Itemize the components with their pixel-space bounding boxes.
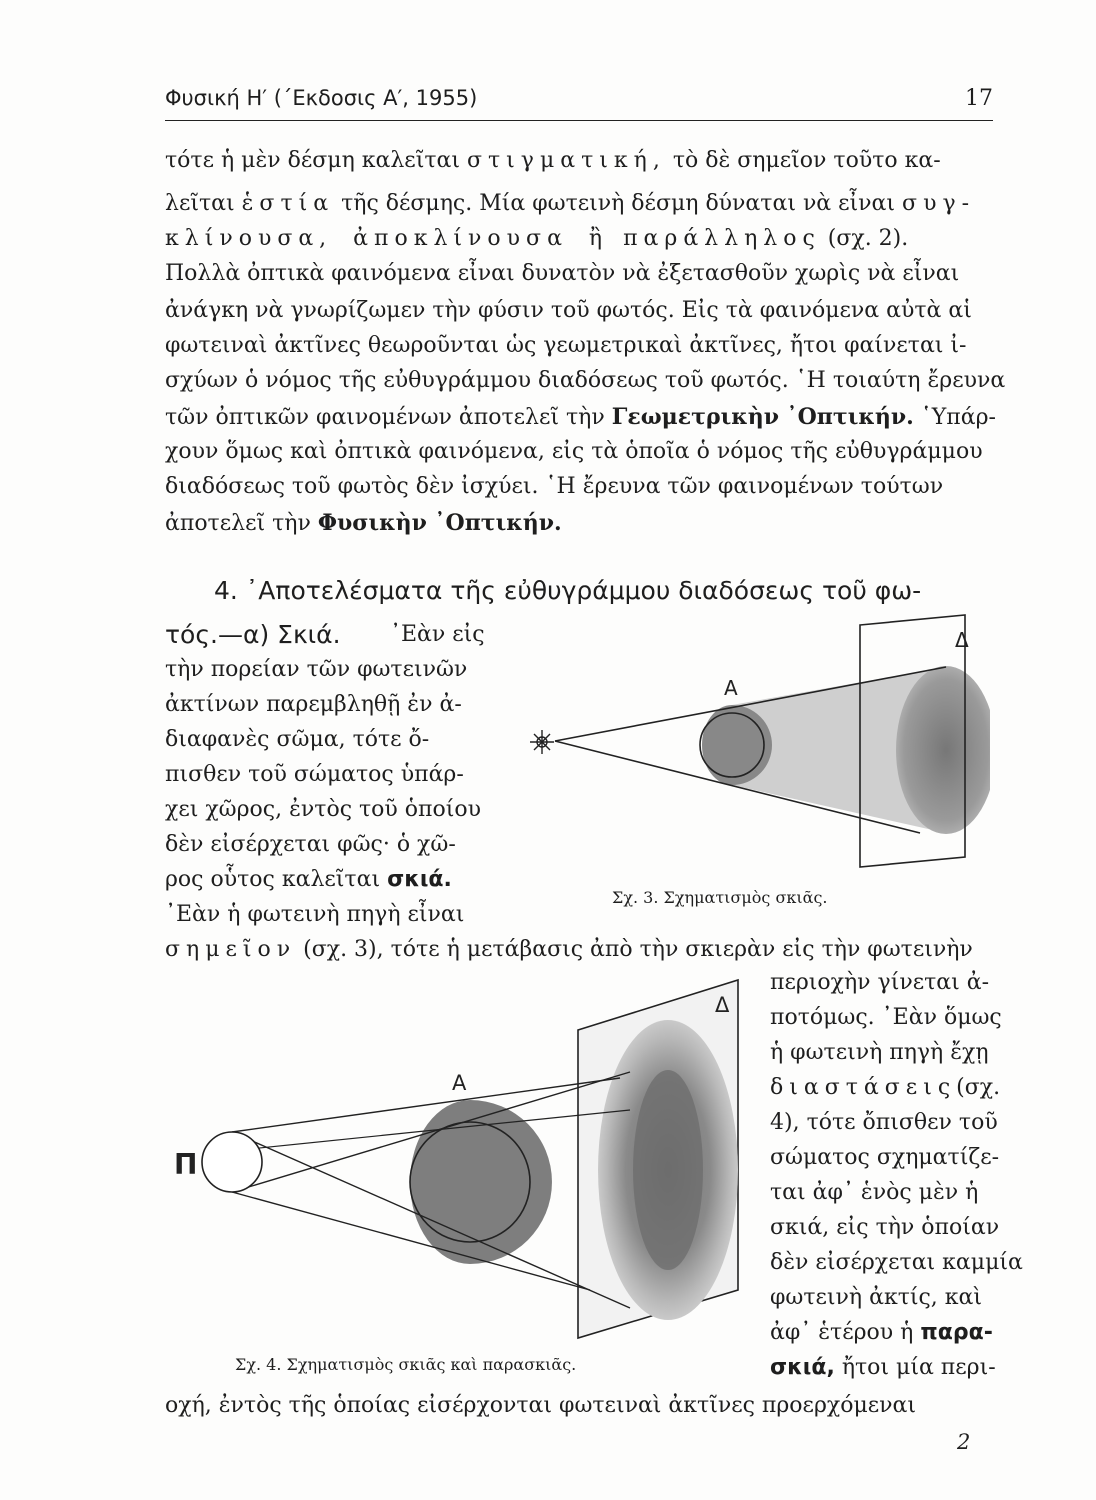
text-line: φωτειναὶ ἀκτῖνες θεωροῦνται ὡς γεωμετρικαὶ ἀκτῖνες, ἤτοι φαίνεται ἰ- [165, 333, 967, 358]
text-line: σημεῖον (σχ. 3), τότε ἡ μετάβασις ἀπὸ τὴν σκιερὰν εἰς τὴν φωτεινὴν [165, 937, 973, 962]
text-line: ἀκτίνων παρεμβληθῇ ἐν ἀ- [165, 692, 462, 717]
running-header [165, 86, 993, 121]
text-line: σώματος σχηματίζε- [770, 1145, 1000, 1170]
section-heading: 4. ᾿Αποτελέσματα τῆς εὐθυγράμμου διαδόσεως τοῦ φω- [214, 576, 922, 605]
text-line: ποτόμως. ᾿Εὰν ὅμως [770, 1005, 1002, 1030]
umbra-on-screen [633, 1070, 703, 1270]
point-source-icon [530, 730, 554, 754]
text-line: τὴν πορείαν τῶν φωτεινῶν [165, 657, 468, 682]
text-line: ται ἀφ᾿ ἑνὸς μὲν ἡ [770, 1180, 979, 1205]
text-line: ἀνάγκη νὰ γνωρίζωμεν τὴν φύσιν τοῦ φωτός. Εἰς τὰ φαινόμενα αὐτὰ αἱ [165, 298, 972, 323]
text-line: τῶν ὀπτικῶν φαινομένων ἀποτελεῖ τὴν Γεωμετρικὴν ᾿Οπτικήν. ῾Υπάρ- [165, 404, 996, 430]
text-line: 4), τότε ὄπισθεν τοῦ [770, 1110, 998, 1135]
text-line: ἀποτελεῖ τὴν Φυσικὴν ᾿Οπτικήν. [165, 510, 562, 536]
extended-source [202, 1132, 262, 1192]
caption-figure-3: Σχ. 3. Σχηματισμὸς σκιᾶς. [612, 888, 828, 907]
text-line: Πολλὰ ὀπτικὰ φαινόμενα εἶναι δυνατὸν νὰ ἐξετασθοῦν χωρὶς νὰ εἶναι [165, 261, 960, 286]
text-line: ἀφ᾿ ἑτέρου ἡ παρα- [770, 1320, 993, 1345]
section-heading-cont: τός.—α) Σκιά. [165, 620, 341, 649]
text-line: ᾿Εὰν εἰς [390, 622, 485, 647]
text-line: φωτεινὴ ἀκτίς, καὶ [770, 1285, 983, 1310]
text-line: σκιά, ἤτοι μία περι- [770, 1355, 996, 1380]
signature-mark: 2 [957, 1430, 971, 1454]
figure-4 [160, 960, 760, 1350]
text-line: διαδόσεως τοῦ φωτὸς δὲν ἰσχύει. ῾Η ἔρευνα τῶν φαινομένων τούτων [165, 474, 944, 499]
caption-figure-4: Σχ. 4. Σχηματισμὸς σκιᾶς καὶ παρασκιᾶς. [235, 1355, 577, 1374]
text-line: δὲν εἰσέρχεται φῶς· ὁ χῶ- [165, 832, 456, 857]
text-line: οχή, ἐντὸς τῆς ὁποίας εἰσέρχονται φωτειναὶ ἀκτῖνες προερχόμεναι [165, 1393, 917, 1418]
page-number: 17 [965, 86, 993, 111]
text-line: ἡ φωτεινὴ πηγὴ ἔχῃ [770, 1040, 989, 1065]
text-line: ρος οὗτος καλεῖται σκιά. [165, 867, 452, 892]
text-line: σκιά, εἰς τὴν ὁποίαν [770, 1215, 1000, 1240]
label-body: Α [724, 676, 738, 700]
label-screen: Δ [955, 628, 969, 652]
figure-3 [500, 605, 990, 877]
text-line: διαστάσεις(σχ. [770, 1075, 1001, 1100]
text-line: χουν ὅμως καὶ ὀπτικὰ φαινόμενα, εἰς τὰ ὁποῖα ὁ νόμος τῆς εὐθυγράμμου [165, 439, 983, 464]
text-line: λεῖται ἑστία τῆς δέσμης. Μία φωτεινὴ δέσμη δύναται νὰ εἶναι συγ- [165, 191, 976, 216]
text-line: χει χῶρος, ἐντὸς τοῦ ὁποίου [165, 797, 481, 822]
text-line: κλίνουσα, ἀποκλίνουσα ἢ παράλληλος (σχ. 2). [165, 226, 909, 251]
text-line: περιοχὴν γίνεται ἀ- [770, 970, 990, 995]
label-screen: Δ [715, 993, 730, 1017]
text-line: διαφανὲς σῶμα, τότε ὄ- [165, 727, 430, 752]
label-source: Π [174, 1148, 198, 1181]
text-line: ᾿Εὰν ἡ φωτεινὴ πηγὴ εἶναι [165, 902, 465, 927]
text-line: πισθεν τοῦ σώματος ὑπάρ- [165, 762, 464, 787]
ray [232, 1078, 620, 1132]
text-line: σχύων ὁ νόμος τῆς εὐθυγράμμου διαδόσεως τοῦ φωτός. ῾Η τοιαύτη ἔρευνα [165, 368, 1006, 393]
text-line: δὲν εἰσέρχεται καμμία [770, 1250, 1023, 1275]
text-line: τότε ἡ μὲν δέσμη καλεῖται στιγματική, τὸ δὲ σημεῖον τοῦτο κα- [165, 148, 941, 173]
header-title: Φυσική Η′ (΄Εκδοσις Α′, 1955) [165, 86, 478, 110]
label-body: Α [452, 1071, 467, 1095]
